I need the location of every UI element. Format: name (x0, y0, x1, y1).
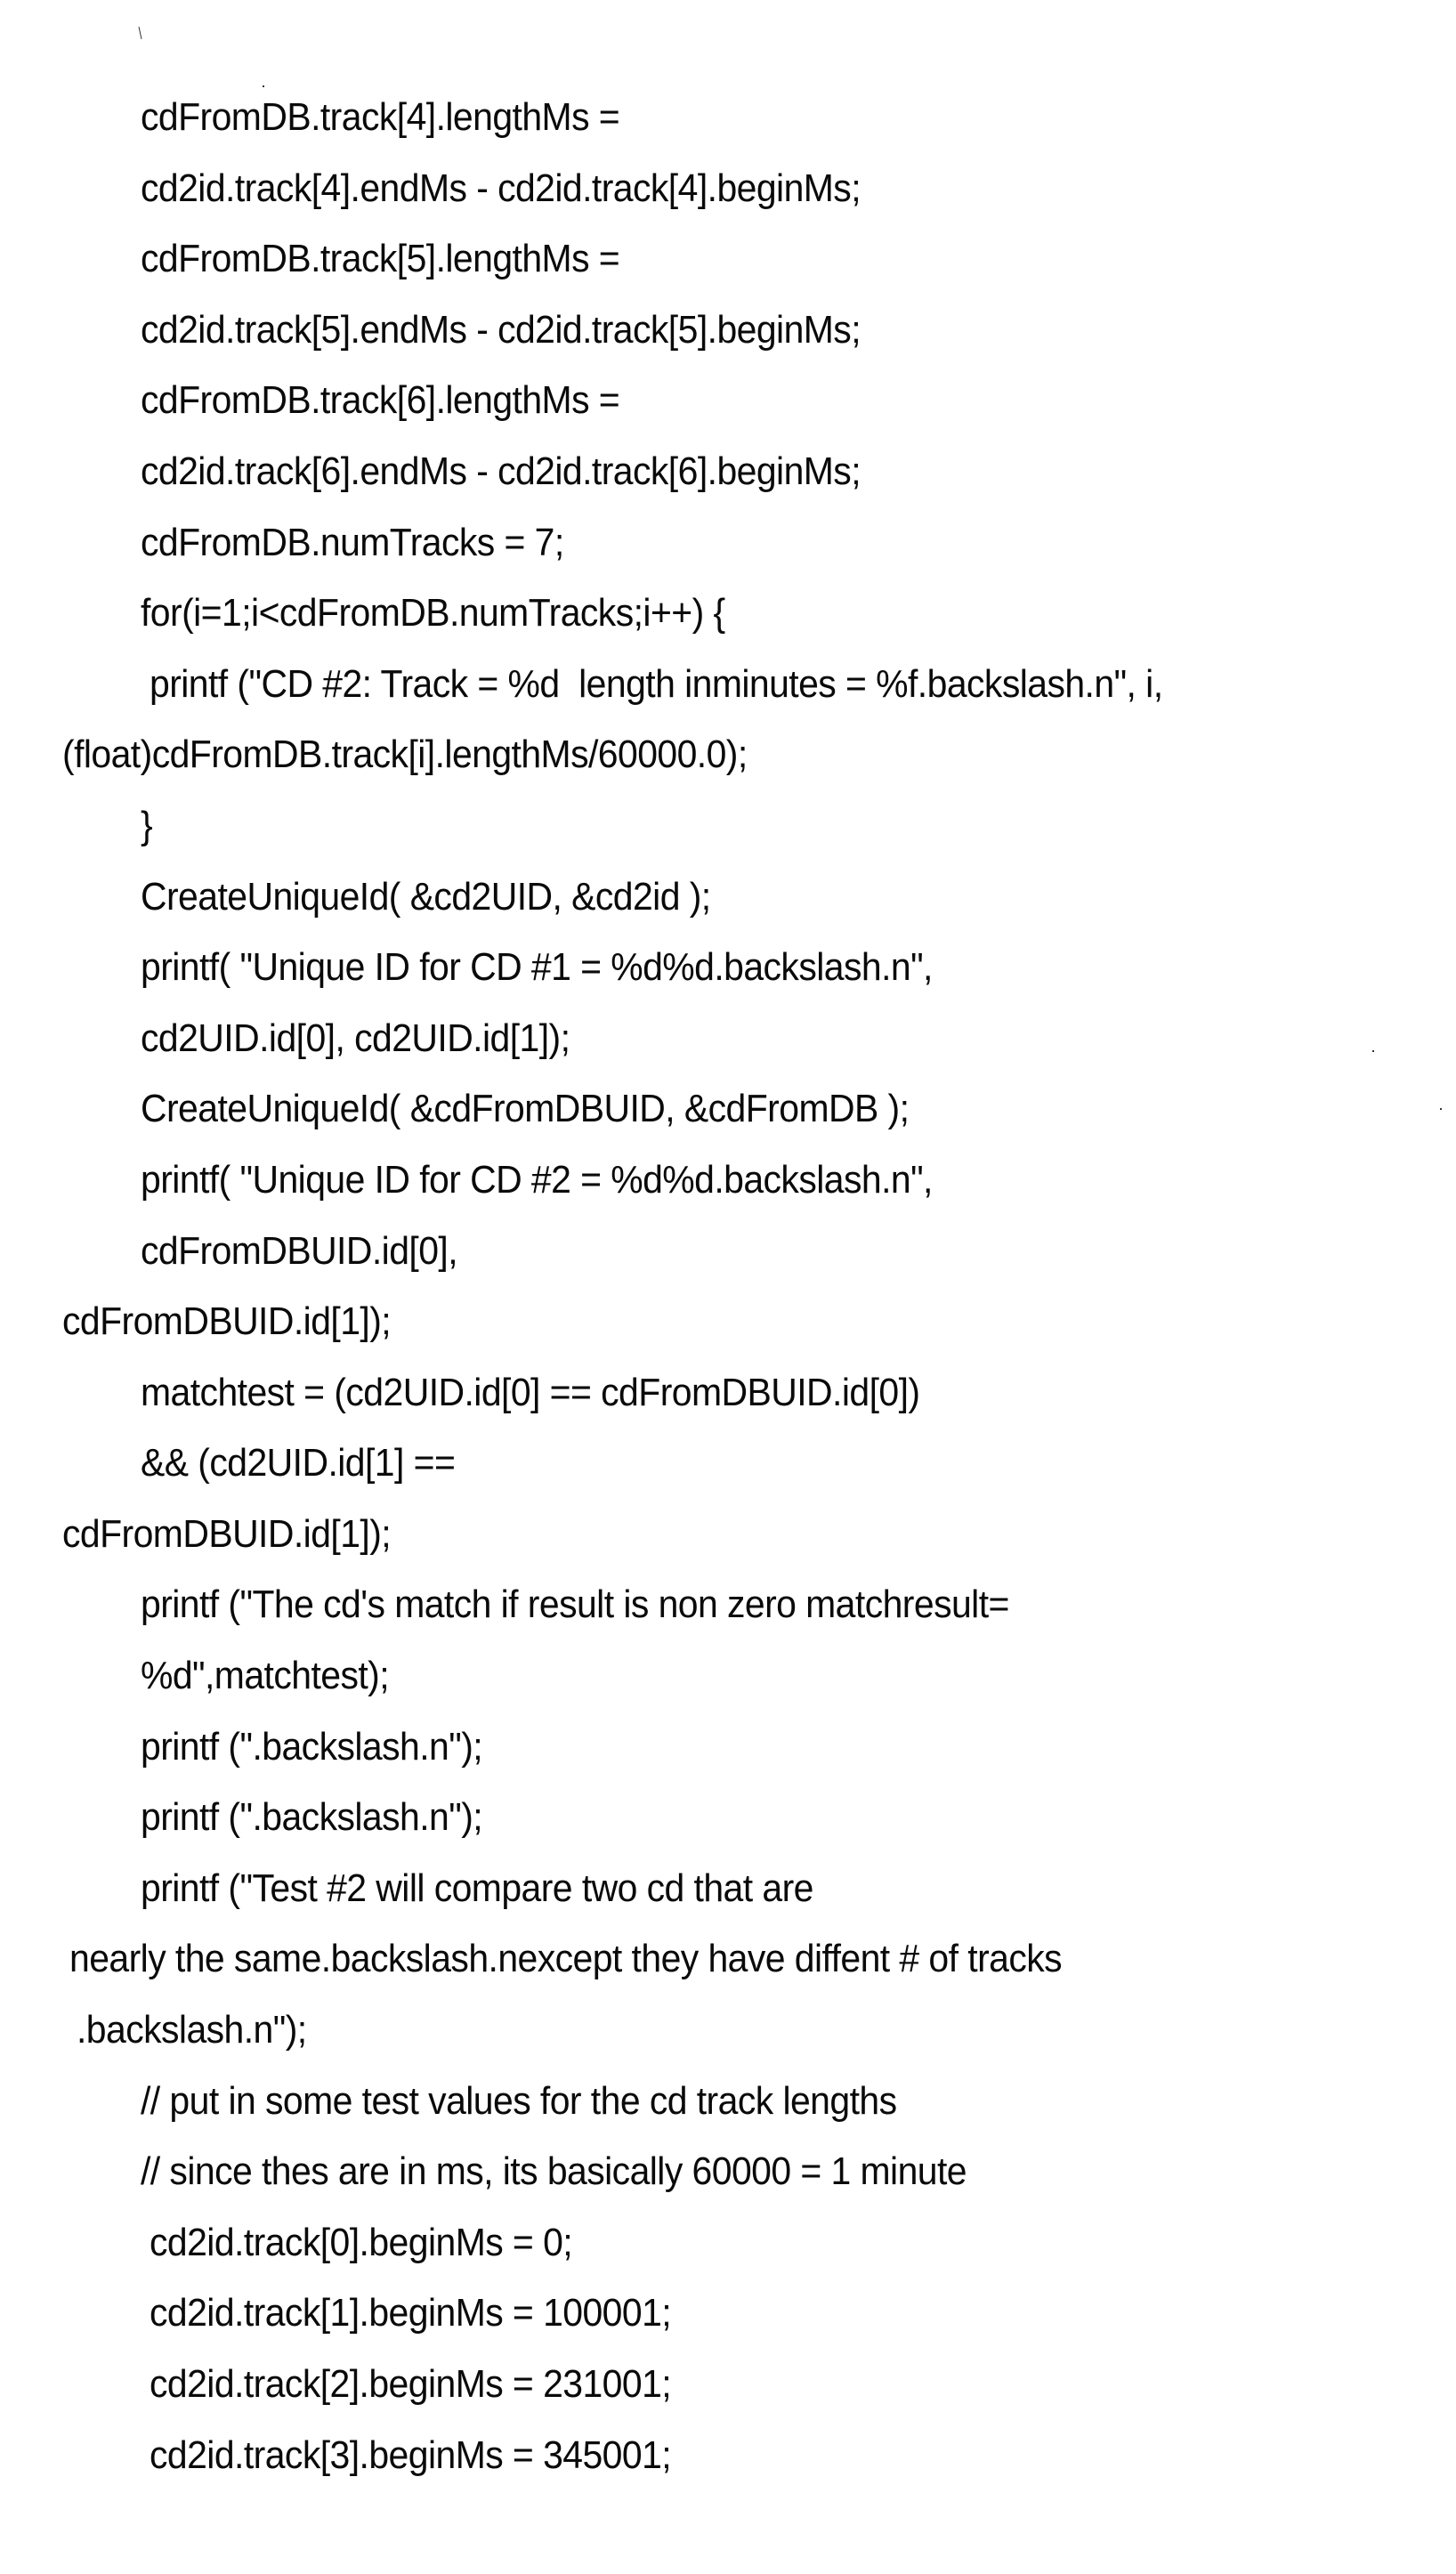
code-line (0, 1073, 1456, 1145)
code-line-text: cd2id.track[5].endMs - cd2id.track[5].beginMs; (141, 307, 861, 352)
code-line (0, 1428, 1456, 1499)
code-line (0, 365, 1456, 436)
code-listing (0, 82, 1456, 2490)
code-line (0, 1357, 1456, 1429)
code-line (0, 153, 1456, 224)
code-line (0, 223, 1456, 295)
code-line (0, 649, 1456, 720)
code-line (0, 1853, 1456, 1924)
code-line-text: cdFromDBUID.id[0], (141, 1228, 458, 1273)
code-line-text: cdFromDB.track[6].lengthMs = (141, 378, 620, 423)
code-line-text: .backslash.n"); (77, 2008, 307, 2052)
code-line-text: printf ("Test #2 will compare two cd that are (141, 1866, 813, 1910)
code-line (0, 1569, 1456, 1640)
code-line-text: cdFromDB.numTracks = 7; (141, 520, 564, 564)
scan-artifact (139, 27, 142, 39)
code-line-text: printf (".backslash.n"); (141, 1724, 483, 1769)
code-line (0, 2278, 1456, 2349)
code-line-text: %d",matchtest); (141, 1654, 390, 1698)
code-line (0, 1995, 1456, 2066)
code-line (0, 82, 1456, 153)
code-line-text: printf ("The cd's match if result is non zero matchresult= (141, 1582, 1009, 1627)
code-line-text: cd2id.track[0].beginMs = 0; (150, 2220, 573, 2264)
code-line (0, 1216, 1456, 1287)
code-line (0, 2136, 1456, 2207)
code-line-text: (float)cdFromDB.track[i].lengthMs/60000.0); (62, 733, 748, 777)
code-line (0, 2207, 1456, 2279)
code-line (0, 1286, 1456, 1357)
code-line (0, 2420, 1456, 2491)
code-line-text: printf( "Unique ID for CD #2 = %d%d.backslash.n", (141, 1157, 933, 1202)
code-line (0, 436, 1456, 507)
code-line (0, 578, 1456, 649)
code-line-text: cd2id.track[6].endMs - cd2id.track[6].beginMs; (141, 449, 861, 493)
code-line-text: CreateUniqueId( &cdFromDBUID, &cdFromDB ); (141, 1087, 910, 1131)
code-line-text: } (141, 803, 153, 847)
code-line-text: // put in some test values for the cd track lengths (141, 2078, 897, 2123)
code-line-text: matchtest = (cd2UID.id[0] == cdFromDBUID.id[0]) (141, 1370, 920, 1414)
code-line-text: cd2id.track[4].endMs - cd2id.track[4].beginMs; (141, 166, 861, 210)
code-line (0, 790, 1456, 862)
code-line-text: cdFromDB.track[5].lengthMs = (141, 237, 620, 281)
code-line-text: cdFromDBUID.id[1]); (62, 1299, 392, 1344)
code-line (0, 1003, 1456, 1074)
code-line-text: printf (".backslash.n"); (141, 1795, 483, 1840)
code-line (0, 507, 1456, 579)
code-line-text: cdFromDBUID.id[1]); (62, 1511, 392, 1556)
code-line (0, 932, 1456, 1003)
code-line-text: cd2id.track[1].beginMs = 100001; (150, 2291, 672, 2335)
code-line (0, 1499, 1456, 1570)
code-line (0, 1145, 1456, 1216)
code-line-text: cd2id.track[3].beginMs = 345001; (150, 2432, 672, 2477)
code-line-text: CreateUniqueId( &cd2UID, &cd2id ); (141, 874, 711, 919)
code-line-text: for(i=1;i<cdFromDB.numTracks;i++) { (141, 591, 725, 635)
code-line-text: printf ("CD #2: Track = %d length inminutes = %f.backslash.n", i, (150, 661, 1163, 706)
code-line (0, 295, 1456, 366)
code-line (0, 2066, 1456, 2137)
code-line-text: // since thes are in ms, its basically 60000 = 1 minute (141, 2149, 967, 2194)
code-line (0, 2349, 1456, 2420)
code-line-text: nearly the same.backslash.nexcept they have diffent # of tracks (69, 1937, 1063, 1981)
code-line (0, 1712, 1456, 1783)
code-line-text: cdFromDB.track[4].lengthMs = (141, 95, 620, 139)
code-line (0, 1923, 1456, 1995)
code-line (0, 719, 1456, 790)
code-line-text: cd2UID.id[0], cd2UID.id[1]); (141, 1016, 570, 1060)
code-line-text: cd2id.track[2].beginMs = 231001; (150, 2362, 672, 2406)
code-line (0, 1640, 1456, 1712)
code-line-text: printf( "Unique ID for CD #1 = %d%d.backslash.n", (141, 945, 933, 990)
code-line (0, 1782, 1456, 1853)
code-line-text: && (cd2UID.id[1] == (141, 1441, 456, 1485)
code-line (0, 862, 1456, 933)
